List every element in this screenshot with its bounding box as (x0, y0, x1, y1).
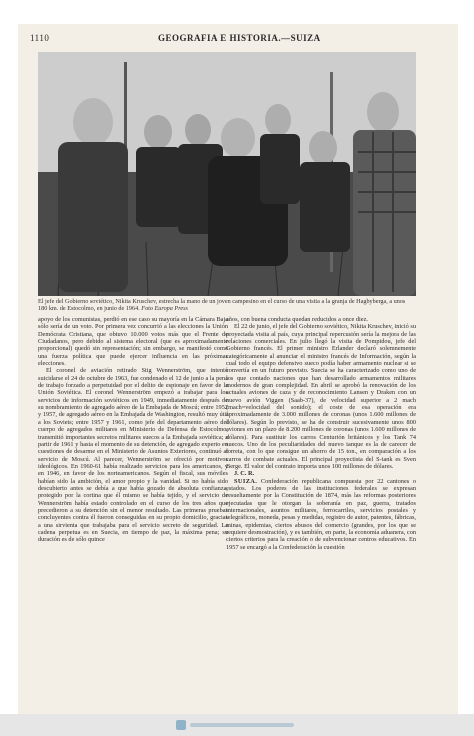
section-country-heading: SUIZA. (234, 477, 258, 485)
caption-text: El jefe del Gobierno soviético, Nikita Kruschev, estrecha la mano de un joven campesino en el curso de una visita a la granja de Hagbyberga, a unos 180 km. de Estocolmo, en junio de 1964. (38, 298, 406, 313)
right-paragraph-1: años, con buena conducta quedan reducidos a once diez. (226, 316, 368, 323)
todocoleccion-watermark (176, 717, 298, 733)
signature: J. C. R. (234, 470, 255, 478)
right-paragraph-4 (226, 478, 416, 551)
page-header (30, 33, 430, 47)
page-number: 1110 (30, 33, 50, 43)
photo-caption (38, 298, 416, 312)
right-paragraph-4-text: Confederación republicana compuesta por 22 cantones o estados. Los poderes de las instituciones federales se expresan resueltamente por la Constitución de 1874, más las reformas posteriores ejecutadas que le otorgan la soberanía en paz, guerra, tratados internacionales, asuntos militares, ferrocarriles, servicios postales y telegráficos, moneda, pesas y medidas, registro de autor, patentes, fábricas, minas, epidemias, ciertos abusos del comercio (grandes, por los que se requiere desmostración), y es también, en parte, la economía aduanera, con ciertos criterios para la creación o de subvencionar centros educativos. En 1957 se encargó a la Confederación la cuestión (226, 477, 416, 551)
left-paragraph-1: apoyo de los comunistas, perdió en ese caso su mayoría en la Cámara Baja sólo sería de un voto. Por primera vez concurrió a las elecciones la Unión Demócrata Cristiana, que obtuvo 10.000 votos más que el Frente de Ciudadanos, pero debido al sistema electoral (que es aproximadamente proporcional) quedó sin representación; sin embargo, se manifestó como una fuerza política que puede ejercer influencia en las próximas elecciones. (38, 316, 228, 368)
news-photograph (38, 52, 416, 296)
photo-credit: Foto Europa Press (141, 305, 188, 313)
left-column (38, 316, 228, 696)
right-paragraph-2: El 22 de junio, el jefe del Gobierno soviético, Nikita Kruschev, inició su proyectada visita al país, cuya principal repercusión sería la mejora de las relaciones comerciales. En julio llegó la visita de Pompidou, jefe del Gobierno francés. El primer ministro Erlander declaró solemnemente categóricamente al anunciar el ministro francés de Información, según la cual todo el equipo defensivo sueco podía haber armamento nuclear si se convertía en un futuro previsto. Suecia se ha caracterizado como uno de los que contado naciones que han desarrollado armamentos militares modernos de gran complejidad. En abril se aprobó la renovación de los actuales aviones de caza y de reconocimiento Lansen y Draken con un nuevo avión Viggen (Saab-37), de velocidad superior a 2 mach (mach=velocidad del sonido); el coste de esa operación era aproximadamente de 3.000 millones de coronas (unos 1.600 millones de dólares). Según lo previsto, se ha de construir sucesivamente unos 800 aviones en un plazo de 8.200 millones de coronas (unos 1.600 millones de dólares). Para sustituir los carros Centurión británicos y los Tank 74 suecos. Uno de los peculiaridades del nuevo tanque es la de carecer de torreta, con lo que consigue un ahorro de 15 ton., en comparación a los carros de combate actuales. El principal proyectista del S-tank es Sven Berge. El valor del contrato importa unos 100 millones de dólares. (226, 323, 416, 470)
running-head: GEOGRAFIA E HISTORIA.—SUIZA (158, 33, 321, 43)
right-column (226, 316, 416, 696)
right-paragraph-3 (226, 470, 416, 477)
left-paragraph-2: El coronel de aviación retirado Stig Wennerström, que intentó suicidarse el 24 de octubre de 1963, fue condenado el 12 de junio a la pena de trabajo forzado a perpetuidad por el delito de espionaje en favor de la Unión Soviética. El coronel Wennerström empezó a trabajar para los servicios de información soviéticos en 1949, inmediatamente después de su nombramiento de agregado aéreo de la Embajada de Moscú; entre 1952 y 1957, de agregado aéreo en la Embajada de Washington, resultó muy útil a los Soviets; entre 1957 y 1961, como jefe del departamento aéreo del cuerpo de agregados militares en Ministerio de Defensa de Estocolmo, transmitió importantes secretos militares suecos a la Embajada soviética; a partir de 1961 y hasta el momento de su detención, de agregado experto en cuestiones de desarme en el Ministerio de Asuntos Exteriores, continuó al servicio de Moscú. Al parecer, Wennerström se ofreció por motivos ideológicos. En 1960-61 había realizado servicios para los americanos, y en 1946, en favor de los norteamericanos. Según el fiscal, sus móviles habían sido la ambición, el amor propio y la vanidad. Si no había sido descubierto antes se debía a que había gozado de absoluta confianza, protegido por la cortina que él mismo se había tejido, y el servicio de Wennerström había estado controlado en el curso de los tres años que precedieron a su detención sin el menor resultado. Las primeras pruebas concluyentes contra él fueron conseguidas en su propio domicilio, gracias a una sirvienta que trabajaba para el servicio secreto de seguridad. La cadena perpetua es en Suecia, en tiempo de paz, la máxima pena; su duración es de sólo quince (38, 367, 228, 544)
photograph-icon (38, 52, 416, 296)
